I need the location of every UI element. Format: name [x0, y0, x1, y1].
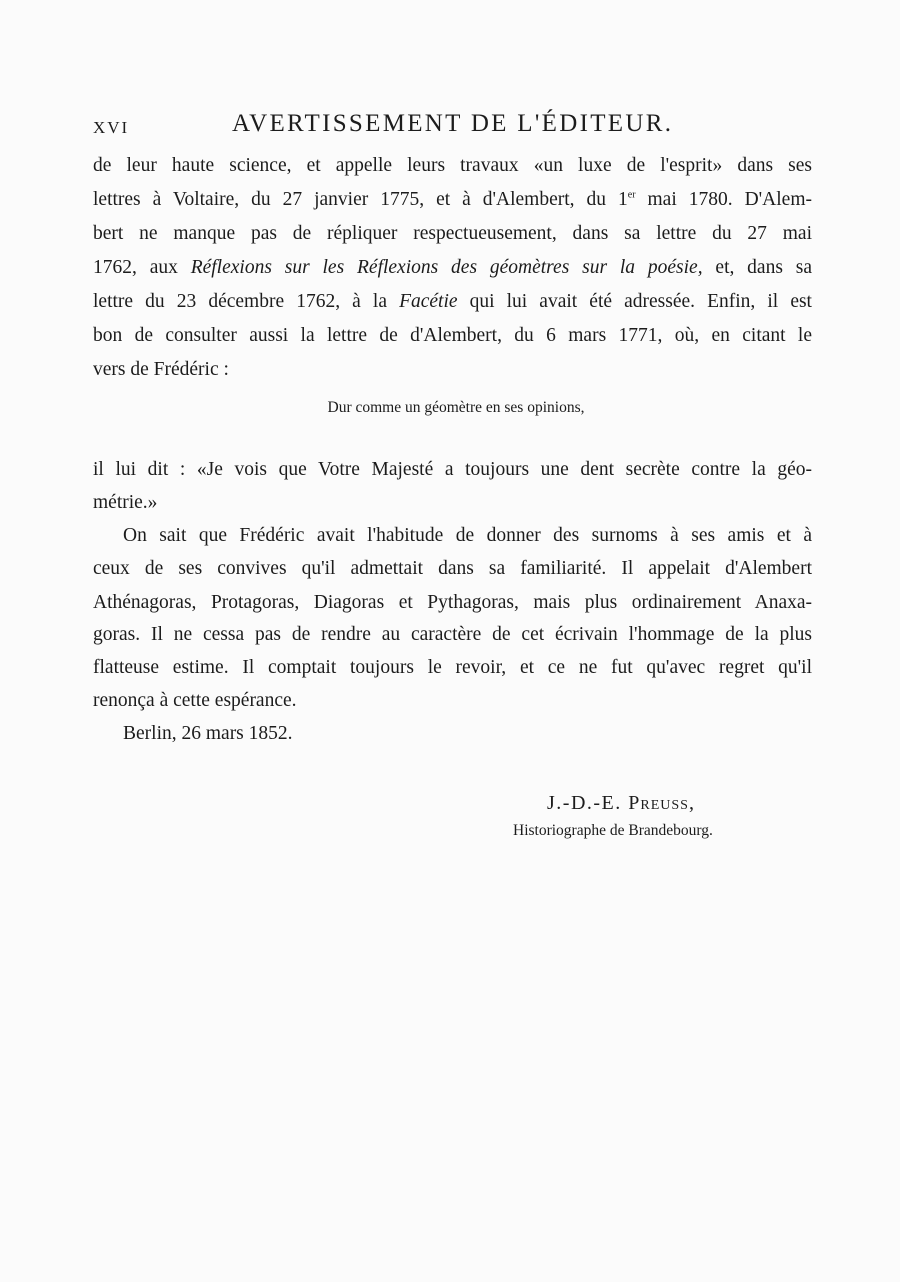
signature-comma: ,: [688, 792, 696, 814]
signature-initials: J.-D.-E.: [547, 792, 629, 814]
verse-quote: Dur comme un géomètre en ses opinions,: [327, 399, 585, 416]
text-line: ceux de ses convives qu'il admettait dans sa familiarité. Il appelait d'Alembert: [93, 558, 812, 579]
signature-name: [547, 790, 695, 816]
running-title: AVERTISSEMENT DE L'ÉDITEUR.: [232, 110, 674, 137]
signature-surname: Preuss: [628, 792, 689, 814]
text-line: flatteuse estime. Il comptait toujours le revoir, et ce ne fut qu'avec regret qu'il: [93, 657, 812, 678]
text-line: [93, 255, 812, 281]
text-fragment: et, dans sa: [702, 257, 813, 278]
text-fragment: mai 1780. D'Alem-: [635, 189, 812, 210]
text-fragment: lettres à Voltaire, du 27 janvier 1775, et à d'Alembert, du 1: [93, 189, 628, 210]
text-line: métrie.»: [93, 492, 158, 513]
text-line: goras. Il ne cessa pas de rendre au caractère de cet écrivain l'hommage de la plus: [93, 624, 812, 645]
text-line: il lui dit : «Je vois que Votre Majesté a toujours une dent secrète contre la géo-: [93, 459, 812, 480]
text-line: vers de Frédéric :: [93, 359, 229, 380]
text-line: de leur haute science, et appelle leurs travaux «un luxe de l'esprit» dans ses: [93, 155, 812, 176]
dateline: Berlin, 26 mars 1852.: [123, 723, 293, 744]
text-line: renonça à cette espérance.: [93, 690, 297, 711]
text-fragment: qui lui avait été adressée. Enfin, il est: [457, 291, 812, 312]
text-fragment: 1762, aux: [93, 257, 191, 278]
text-line: Athénagoras, Protagoras, Diagoras et Pythagoras, mais plus ordinairement Anaxa-: [93, 592, 812, 613]
text-fragment: lettre du 23 décembre 1762, à la: [93, 291, 400, 312]
ordinal-superscript: er: [627, 189, 636, 201]
text-line: bon de consulter aussi la lettre de d'Alembert, du 6 mars 1771, où, en citant le: [93, 325, 812, 346]
italic-title: Facétie: [399, 291, 458, 312]
signature-title: Historiographe de Brandebourg.: [513, 822, 713, 839]
text-line: bert ne manque pas de répliquer respectueusement, dans sa lettre du 27 mai: [93, 223, 812, 244]
text-line: On sait que Frédéric avait l'habitude de donner des surnoms à ses amis et à: [123, 525, 812, 546]
italic-title: Réflexions sur les Réflexions des géomètres sur la poésie,: [190, 257, 703, 278]
text-line: [93, 289, 812, 315]
text-line: [93, 187, 812, 213]
page-number: XVI: [93, 118, 130, 137]
